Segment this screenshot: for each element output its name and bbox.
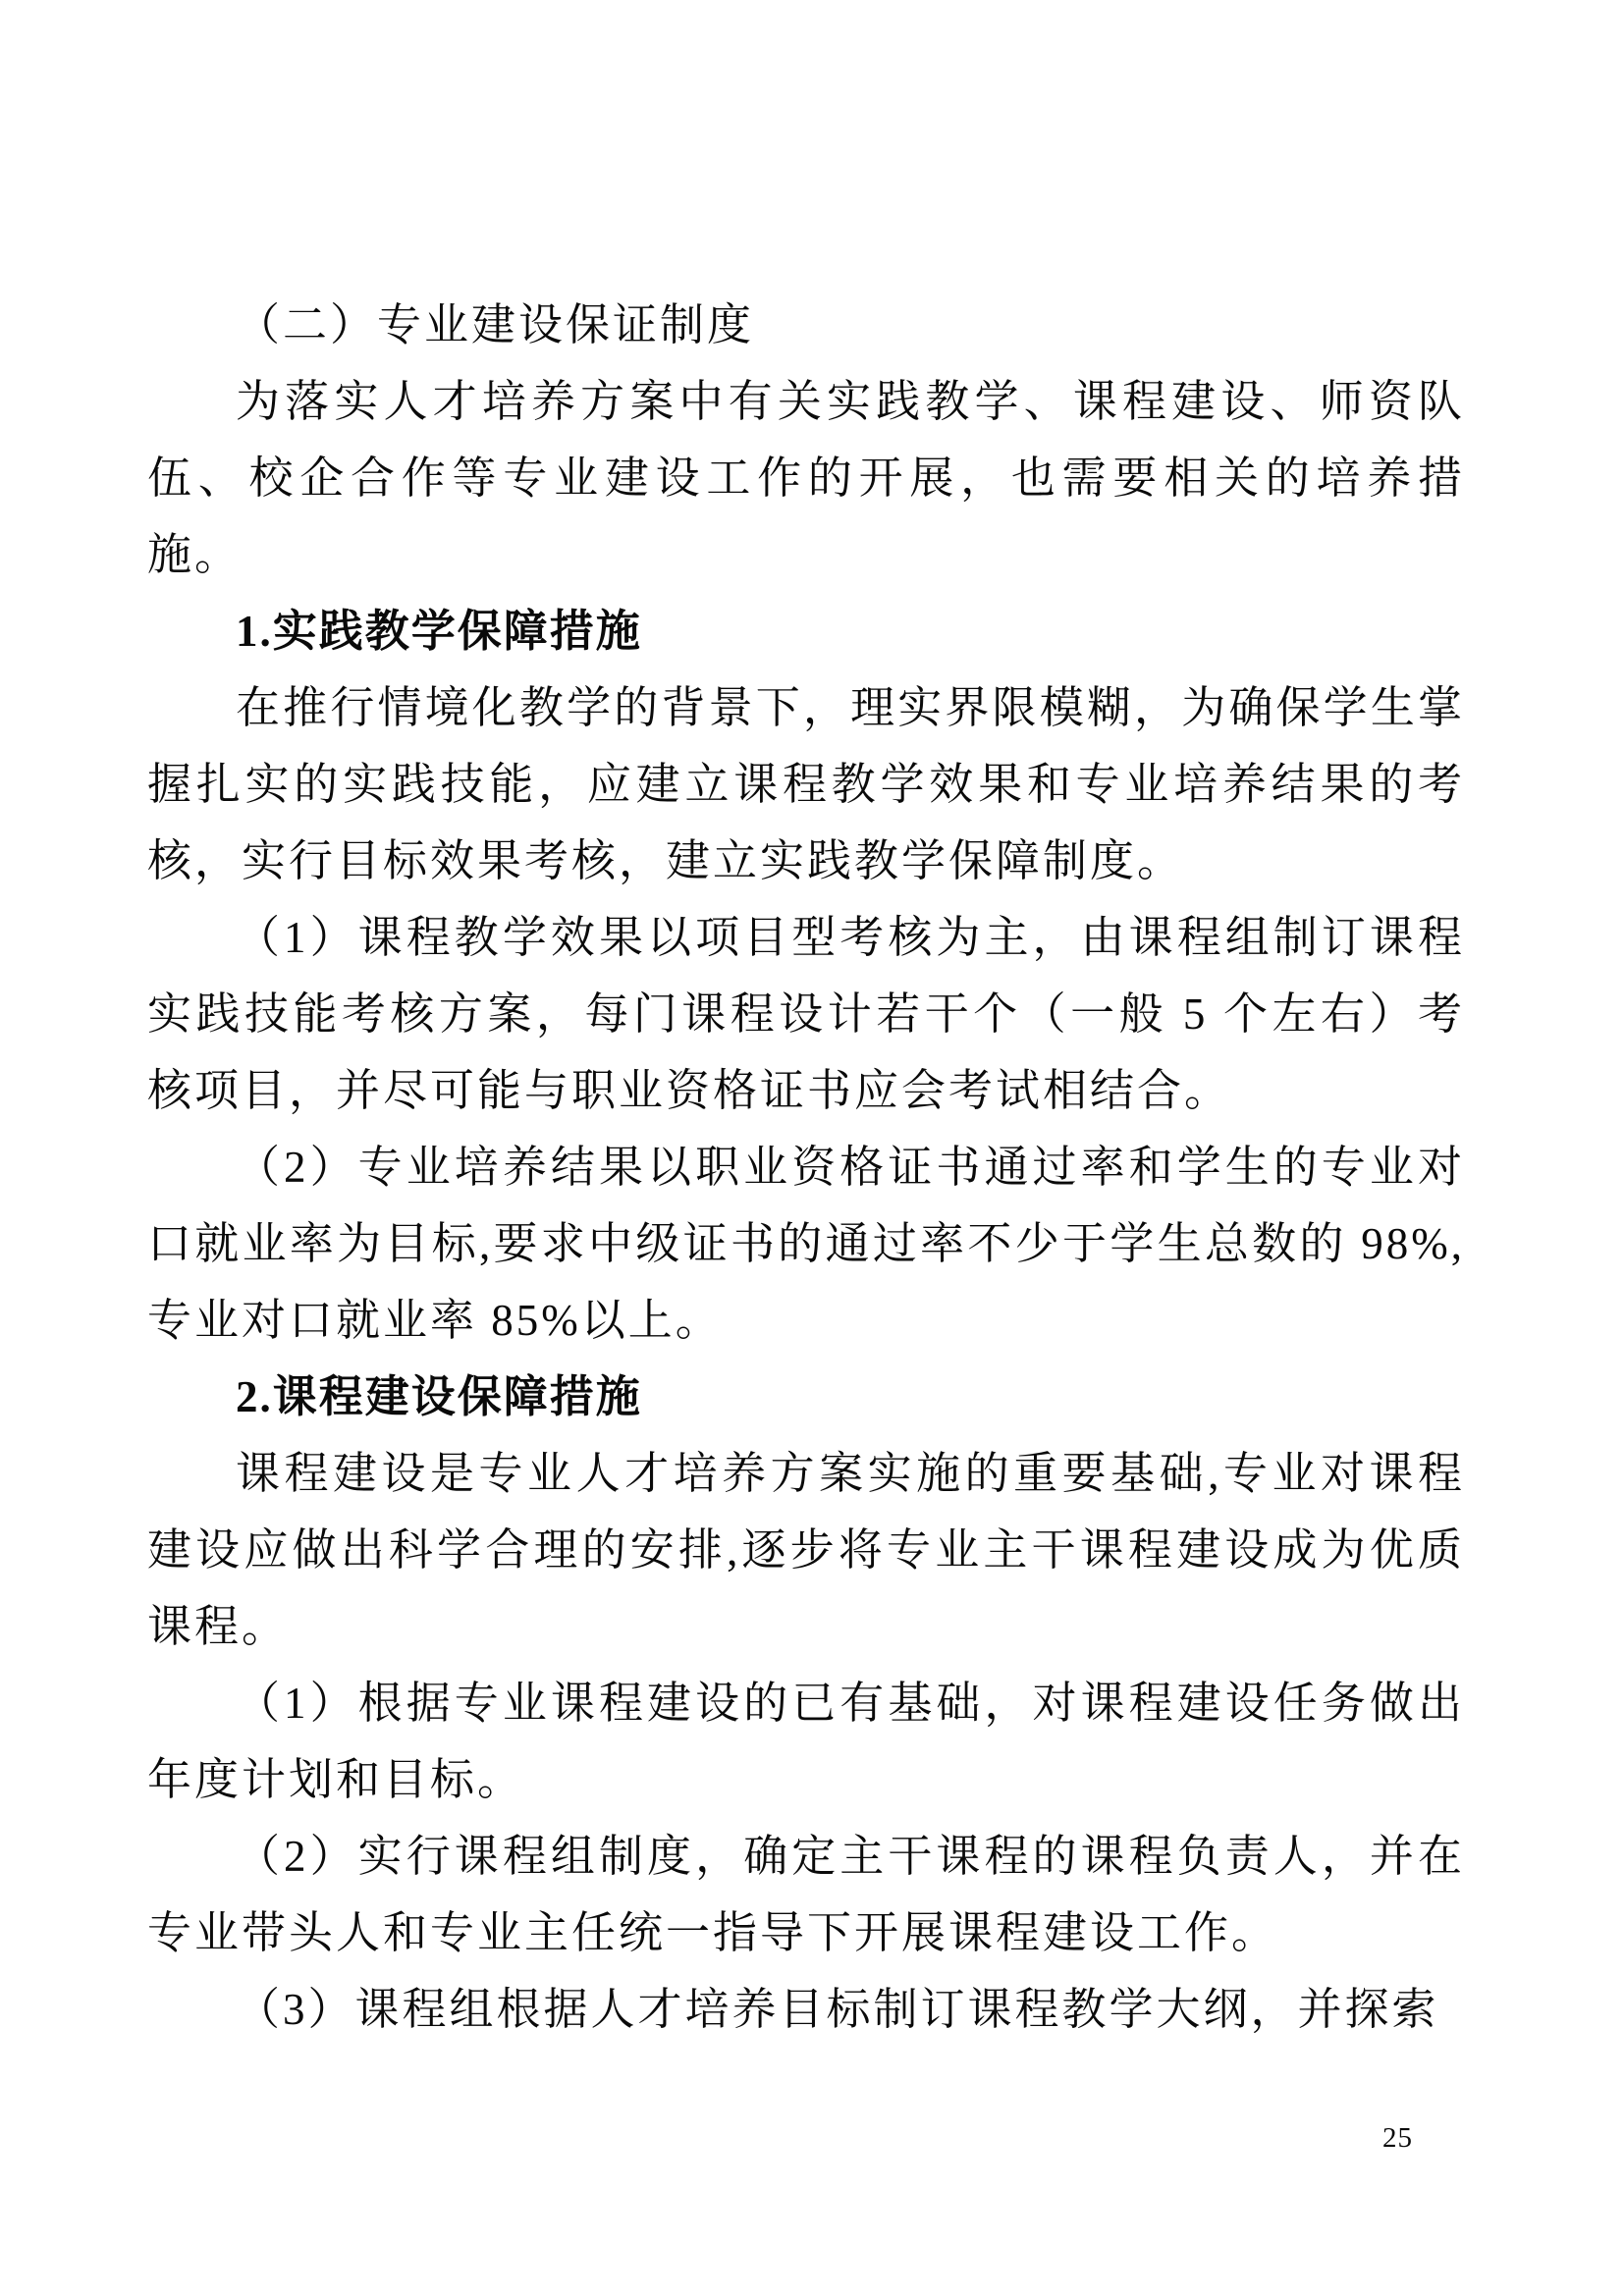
paragraph: （3）课程组根据人才培养目标制订课程教学大纲，并探索 [236,1985,1439,2034]
paragraph: 在推行情境化教学的背景下，理实界限模糊，为确保学生掌握扎实的实践技能，应建立课程教学效果和专业培养结果的考核，实行目标效果考核，建立实践教学保障制度。 [147,683,1465,885]
paragraph: （2）实行课程组制度，确定主干课程的课程负责人，并在专业带头人和专业主任统一指导下开展课程建设工作。 [147,1832,1465,1957]
paragraph: （1）根据专业课程建设的已有基础，对课程建设任务做出年度计划和目标。 [147,1679,1465,1804]
document-body [147,287,1465,2048]
section-heading: （二）专业建设保证制度 [236,300,755,349]
page-number: 25 [1382,2122,1413,2154]
section-heading: 1.实践教学保障措施 [236,607,642,656]
paragraph: （1）课程教学效果以项目型考核为主，由课程组制订课程实践技能考核方案，每门课程设计若干个（一般 5 个左右）考核项目，并尽可能与职业资格证书应会考试相结合。 [147,913,1465,1115]
paragraph: 课程建设是专业人才培养方案实施的重要基础,专业对课程建设应做出科学合理的安排,逐步将专业主干课程建设成为优质课程。 [147,1449,1465,1651]
paragraph: 为落实人才培养方案中有关实践教学、课程建设、师资队伍、校企合作等专业建设工作的开展，也需要相关的培养措施。 [147,377,1465,579]
section-heading: 2.课程建设保障措施 [236,1372,642,1421]
paragraph: （2）专业培养结果以职业资格证书通过率和学生的专业对口就业率为目标,要求中级证书的通过率不少于学生总数的 98%,专业对口就业率 85%以上。 [147,1143,1465,1345]
